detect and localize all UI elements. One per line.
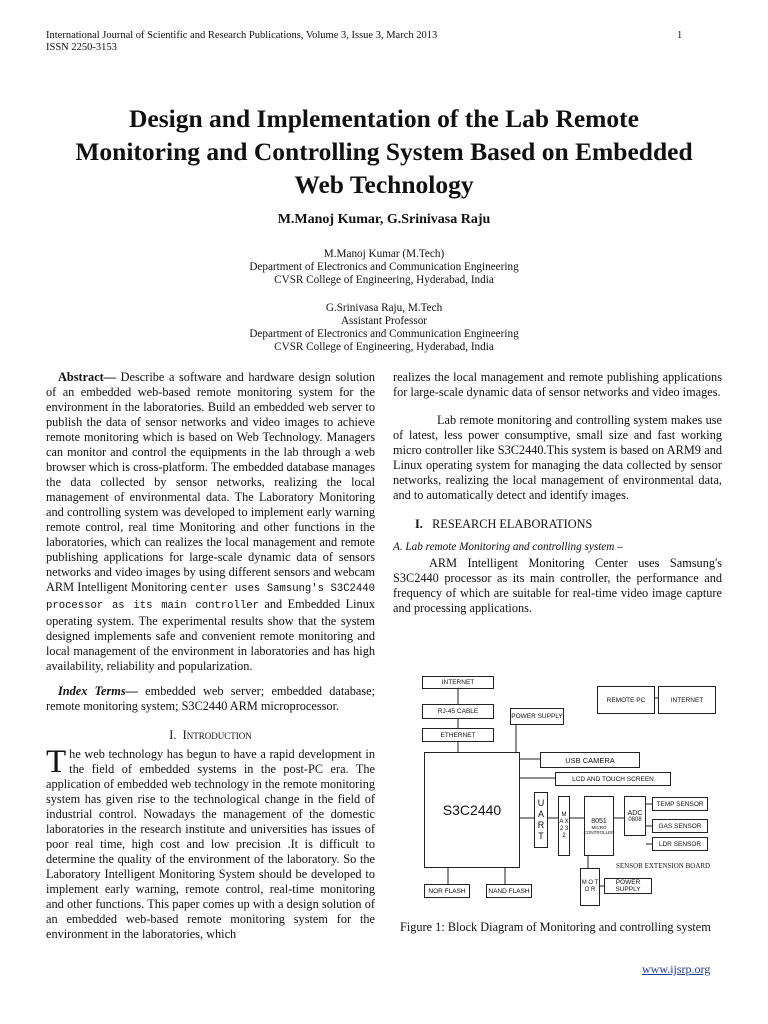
mcu-label: 8051	[591, 817, 607, 825]
intro-paragraph	[46, 744, 375, 942]
sensor-board-label: SENSOR EXTENSION BOARD	[616, 862, 711, 870]
right-paragraph-1: realizes the local management and remote publishing applications for large-scale dynamic data of sensor networks and video images.	[393, 370, 722, 399]
section-number: I.	[169, 728, 177, 742]
power-supply-box: POWER SUPPLY	[510, 708, 564, 725]
abstract-label: Abstract—	[58, 370, 117, 384]
internet-right-box: INTERNET	[658, 686, 716, 714]
mcu-box	[584, 796, 614, 856]
block-diagram	[390, 668, 730, 908]
authors: M.Manoj Kumar, G.Srinivasa Raju	[277, 212, 491, 227]
abstract-text-2: and Embedded Linux operating system. The experimental results show that the system designed implements safe and convenient remote monitoring and local management of the environment in laboratories and has high availability, reliability and popularization.	[46, 597, 375, 673]
drop-cap: T	[46, 744, 67, 780]
internet-box: INTERNET	[422, 676, 494, 689]
nor-flash-box: NOR FLASH	[424, 884, 470, 898]
title-line: Design and Implementation of the Lab Remote	[129, 104, 639, 133]
motor-box: M O T O R	[580, 868, 600, 906]
gas-sensor-box: GAS SENSOR	[652, 819, 708, 833]
section-title: Introduction	[182, 728, 252, 742]
rj45-cable-box: RJ-45 CABLE	[422, 704, 494, 719]
index-terms	[46, 684, 375, 714]
affiliation-line: Assistant Professor	[340, 315, 428, 327]
abstract-mono-text: center uses Samsung's S3C2440 processor as its main controller	[46, 583, 375, 612]
adc-box	[624, 796, 646, 836]
affiliation-line: Department of Electronics and Communication Engineering	[249, 261, 519, 273]
section-heading-research	[415, 517, 722, 532]
section-heading-introduction	[46, 728, 375, 743]
ldr-sensor-box: LDR SENSOR	[652, 837, 708, 851]
title-line: Web Technology	[294, 170, 474, 199]
index-terms-label: Index Terms—	[58, 684, 138, 698]
power-supply-bottom-box: POWER SUPPLY	[604, 878, 652, 894]
adc-label: ADC	[627, 809, 643, 817]
subsection-title: A. Lab remote Monitoring and controlling system –	[393, 541, 623, 553]
ethernet-box: ETHERNET	[422, 728, 494, 742]
abstract	[46, 370, 375, 674]
abstract-text: Describe a software and hardware design solution of an embedded web-based remote monitoring system for the environment in the laboratories. Build an embedded web server to publish the data of sensor networks and video images to achieve remote monitoring which is based on Web Technology. Managers can monitor and control the equipments in the lab through a web browser which is cross-platform. The embedded database manages the data collected by sensor networks, realizing the local management of environmental data. The Laboratory Monitoring and controlling system was developed to implement early warning remote control, real time Monitoring and other functions in the laboratories, which can realizes the local management and remote publishing applications for large-scale dynamic data of sensors networks and video images by using different sensors and webcam ARM Intelligent Monitoring	[46, 370, 375, 594]
subsection-heading	[393, 540, 722, 555]
s3c2440-box: S3C2440	[424, 752, 520, 868]
affiliation-line: CVSR College of Engineering, Hyderabad, India	[274, 341, 494, 353]
max232-box: M A X 2 3 2	[558, 796, 570, 856]
uart-box: U A R T	[534, 792, 548, 848]
usb-camera-box: USB CAMERA	[540, 752, 640, 768]
nand-flash-box: NAND FLASH	[486, 884, 532, 898]
intro-text: he web technology has begun to have a rapid development in the field of embedded systems in the post-PC era. The application of embedded web technology in the remote monitoring system has given rise to the technological change in the field of industrial control. Nowadays the management of the domestic laboratories in the research institute and universities has issues of poor real time, high cost and low precision .It is difficult to determine the quality of the environment of the laboratory. So the Laboratory Intelligent Monitoring System should be developed to implement early warning, remote control, real-time monitoring and other functions. This paper comes up with a design solution of an embedded web-based remote monitoring system for the environment in the laboratories, which	[46, 747, 375, 941]
left-column	[46, 370, 375, 942]
title-line: Monitoring and Controlling System Based on Embedded	[75, 137, 693, 166]
adc-sublabel: 0808	[628, 816, 642, 823]
issn: ISSN 2250-3153	[46, 42, 117, 53]
journal-header: International Journal of Scientific and Research Publications, Volume 3, Issue 3, March 2013	[46, 30, 438, 41]
affiliation-2	[0, 302, 768, 354]
section-number: I.	[415, 517, 423, 531]
lcd-box: LCD AND TOUCH SCREEN	[555, 772, 671, 786]
paper-title	[30, 102, 738, 201]
footer-link[interactable]: www.ijsrp.org	[642, 962, 711, 976]
right-column	[393, 370, 722, 616]
affiliation-line: G.Srinivasa Raju, M.Tech	[325, 302, 443, 314]
remote-pc-box: REMOTE PC	[597, 686, 655, 714]
right-paragraph-2: Lab remote monitoring and controlling system makes use of latest, less power consumptive, small size and fast working micro controller like S3C2440.This system is based on ARM9 and Linux operating system for managing the data collected by sensor networks, realizing the local management of environmental data, and to automatically detect and identify images.	[393, 413, 722, 502]
affiliation-line: Department of Electronics and Communication Engineering	[249, 328, 519, 340]
figure-caption: Figure 1: Block Diagram of Monitoring and controlling system	[400, 920, 711, 934]
affiliation-line: M.Manoj Kumar (M.Tech)	[323, 248, 445, 260]
affiliation-line: CVSR College of Engineering, Hyderabad, India	[274, 274, 494, 286]
affiliation-1	[0, 248, 768, 287]
mcu-sublabel: MICRO CONTROLLER	[583, 824, 615, 835]
page-number: 1	[677, 30, 683, 41]
right-paragraph-3: ARM Intelligent Monitoring Center uses Samsung's S3C2440 processor as its main controller, the performance and frequency of which are suitable for real-time video image capture and processing applications.	[393, 556, 722, 615]
section-title: RESEARCH ELABORATIONS	[432, 517, 593, 531]
temp-sensor-box: TEMP SENSOR	[652, 797, 708, 811]
index-terms-text: embedded web server; embedded database; remote monitoring system; S3C2440 ARM microprocessor.	[46, 684, 375, 713]
